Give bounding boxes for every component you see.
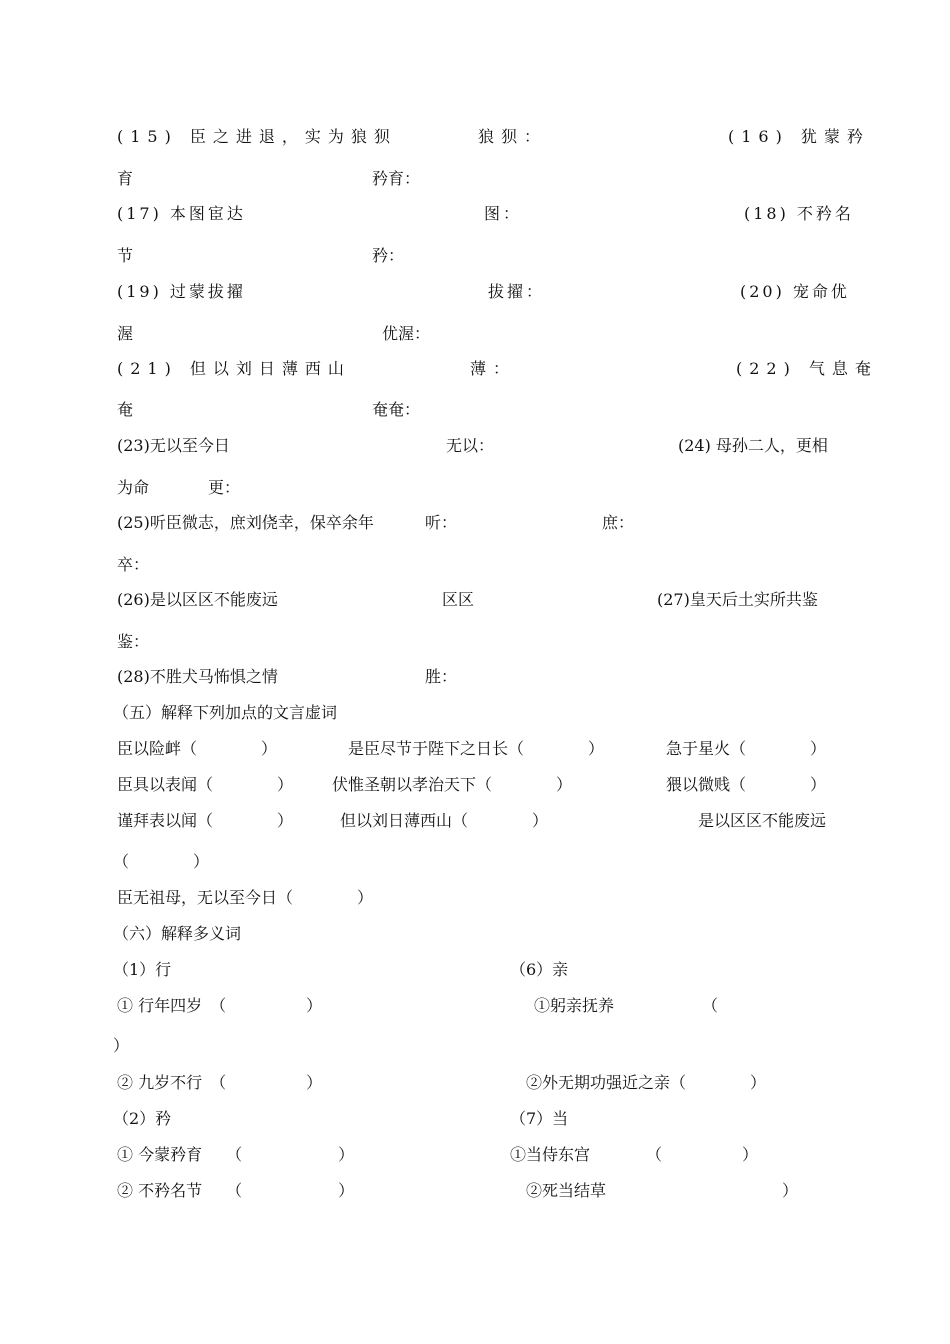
s5-r2-a: 臣具以表闻（ ） xyxy=(117,775,294,794)
item-19-key: 拔擢： xyxy=(488,282,546,301)
item-26: (26)是以区区不能废远 xyxy=(117,590,278,609)
item-28: (28)不胜犬马怖惧之情 xyxy=(117,667,278,686)
section5-heading: （五）解释下列加点的文言虚词 xyxy=(113,703,338,722)
item-24-key: 更： xyxy=(208,478,241,497)
item-18-cont: 节 xyxy=(117,246,134,265)
s5-r3-cont: （ ） xyxy=(113,852,210,871)
item-26-key: 区区 xyxy=(442,590,475,609)
s5-r2-c: 猥以微贱（ ） xyxy=(666,775,827,794)
item-21: (21) 但以刘日薄西山 xyxy=(117,359,351,378)
item-22-key: 奄奄： xyxy=(372,400,421,419)
s6-g1-b: ② 九岁不行 （ ） xyxy=(117,1073,323,1092)
s5-r1-c: 急于星火（ ） xyxy=(666,739,827,758)
item-18-key: 矜： xyxy=(372,246,405,265)
s6-g7: （7）当 xyxy=(510,1109,569,1128)
s6-g2-a: ① 今蒙矜育 （ ） xyxy=(117,1145,355,1164)
s6-g7-b: ②死当结草 ） xyxy=(526,1181,799,1200)
s6-g1-a: ① 行年四岁 （ ） xyxy=(117,996,323,1015)
item-27-key: 鉴： xyxy=(117,632,150,651)
s6-g2-b: ② 不矜名节 （ ） xyxy=(117,1181,355,1200)
s5-r3-a: 谨拜表以闻（ ） xyxy=(117,811,294,830)
item-22: (22) 气息奄 xyxy=(736,359,878,378)
item-23-key: 无以： xyxy=(446,436,495,455)
item-27: (27)皇天后土实所共鉴 xyxy=(657,590,818,609)
item-15-key: 狼狈： xyxy=(478,127,548,146)
item-28-key: 胜： xyxy=(425,667,458,686)
item-24-cont: 为命 xyxy=(117,478,150,497)
item-20: (20) 宠命优 xyxy=(740,282,850,301)
item-20-cont: 渥 xyxy=(117,324,134,343)
item-25-key-2: 庶： xyxy=(602,513,635,532)
s5-r4: 臣无祖母，无以至今日（ ） xyxy=(117,888,374,907)
section6-heading: （六）解释多义词 xyxy=(113,924,242,943)
item-17: (17) 本图宦达 xyxy=(117,204,246,223)
item-25-key-3: 卒： xyxy=(117,555,150,574)
s5-r1-b: 是臣尽节于陛下之日长（ ） xyxy=(348,739,605,758)
s6-g1: （1）行 xyxy=(113,960,172,979)
item-21-key: 薄： xyxy=(470,359,517,378)
s6-g6-b: ②外无期功强近之亲（ ） xyxy=(526,1073,767,1092)
s5-r3-b: 但以刘日薄西山（ ） xyxy=(340,811,549,830)
item-16-cont: 育 xyxy=(117,169,134,188)
s5-r1-a: 臣以险衅（ ） xyxy=(117,739,278,758)
item-22-cont: 奄 xyxy=(117,400,134,419)
item-18: (18) 不矜名 xyxy=(744,204,854,223)
item-16: (16) 犹蒙矜 xyxy=(728,127,870,146)
item-20-key: 优渥： xyxy=(382,324,431,343)
item-24: (24) 母孙二人，更相 xyxy=(678,436,828,455)
s6-g6: （6）亲 xyxy=(510,960,569,979)
item-23: (23)无以至今日 xyxy=(117,436,230,455)
item-17-key: 图： xyxy=(484,204,523,223)
s5-r2-b: 伏惟圣朝以孝治天下（ ） xyxy=(332,775,573,794)
s5-r3-c: 是以区区不能废远 xyxy=(698,811,827,830)
item-16-key: 矜育： xyxy=(372,169,421,188)
item-19: (19) 过蒙拔擢 xyxy=(117,282,246,301)
s6-g6-a: ①躬亲抚养 （ xyxy=(534,996,719,1015)
item-25: (25)听臣微志，庶刘侥幸，保卒余年 xyxy=(117,513,374,532)
s6-g7-a: ①当侍东宫 （ ） xyxy=(510,1145,759,1164)
s6-g6-a-cont: ） xyxy=(113,1036,130,1055)
s6-g2: （2）矜 xyxy=(113,1109,172,1128)
item-25-key-1: 听： xyxy=(425,513,458,532)
item-15: (15) 臣之进退，实为狼狈 xyxy=(117,127,397,146)
